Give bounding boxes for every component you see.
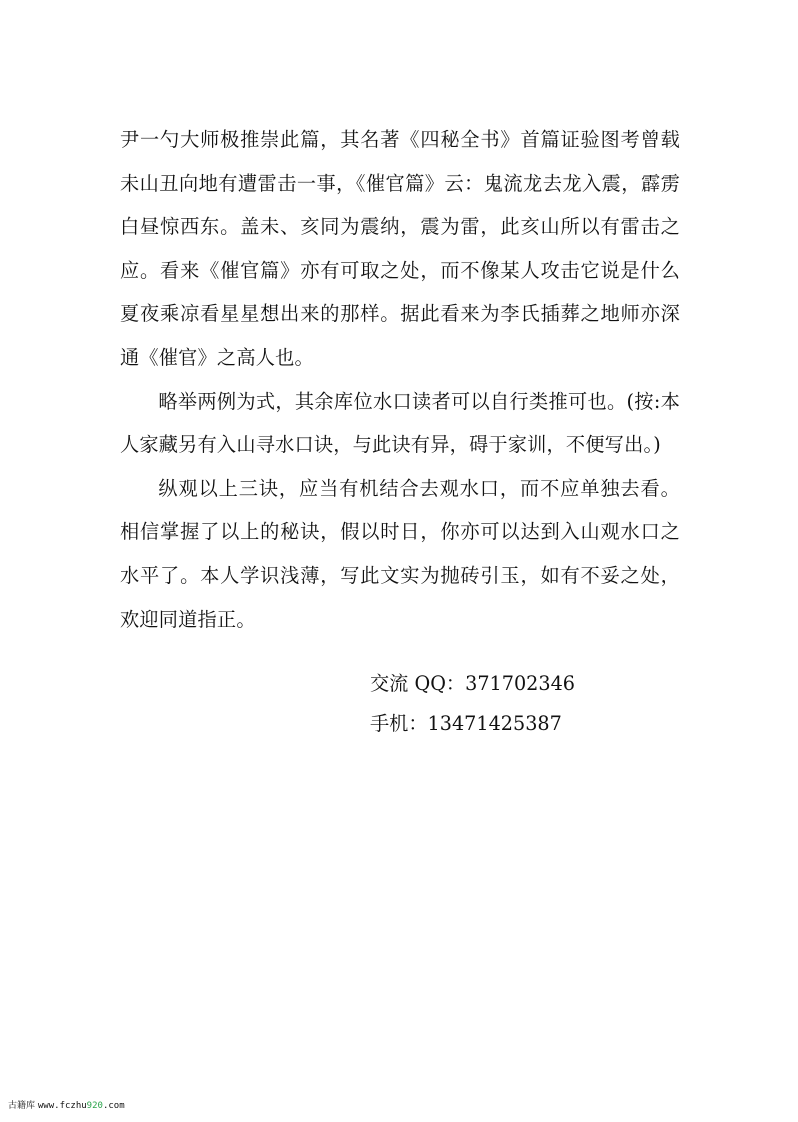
footer-watermark (8, 1100, 125, 1112)
body-text (120, 118, 680, 641)
footer-url-suffix: .com (102, 1101, 125, 1111)
contact-qq: 交流 QQ：371702346 (370, 672, 575, 695)
contact-block (370, 664, 670, 744)
footer-url (38, 1101, 125, 1111)
paragraph-1: 尹一勺大师极推崇此篇，其名著《四秘全书》首篇证验图考曾载未山丑向地有遭雷击一事，《催官篇》云：鬼流龙去龙入震，霹雳白昼惊西东。盖未、亥同为震纳，震为雷，此亥山所以有雷击之应。看来《催官篇》亦有可取之处，而不像某人攻击它说是什么夏夜乘凉看星星想出来的那样。据此看来为李氏插葬之地师亦深通《催官》之高人也。 (120, 128, 680, 369)
footer-site-name: 古籍库 (8, 1101, 36, 1111)
contact-phone: 手机：13471425387 (370, 712, 562, 735)
paragraph-2: 略举两例为式，其余库位水口读者可以自行类推可也。(按:本人家藏另有入山寻水口诀，与此诀有异，碍于家训，不便写出。) (120, 389, 680, 457)
paragraph-3: 纵观以上三诀，应当有机结合去观水口，而不应单独去看。相信掌握了以上的秘诀，假以时日，你亦可以达到入山观水口之水平了。本人学识浅薄，写此文实为抛砖引玉，如有不妥之处，欢迎同道指正。 (120, 476, 680, 631)
footer-url-prefix: www.fczhu (37, 1101, 87, 1111)
footer-url-highlight: 920 (86, 1101, 103, 1111)
